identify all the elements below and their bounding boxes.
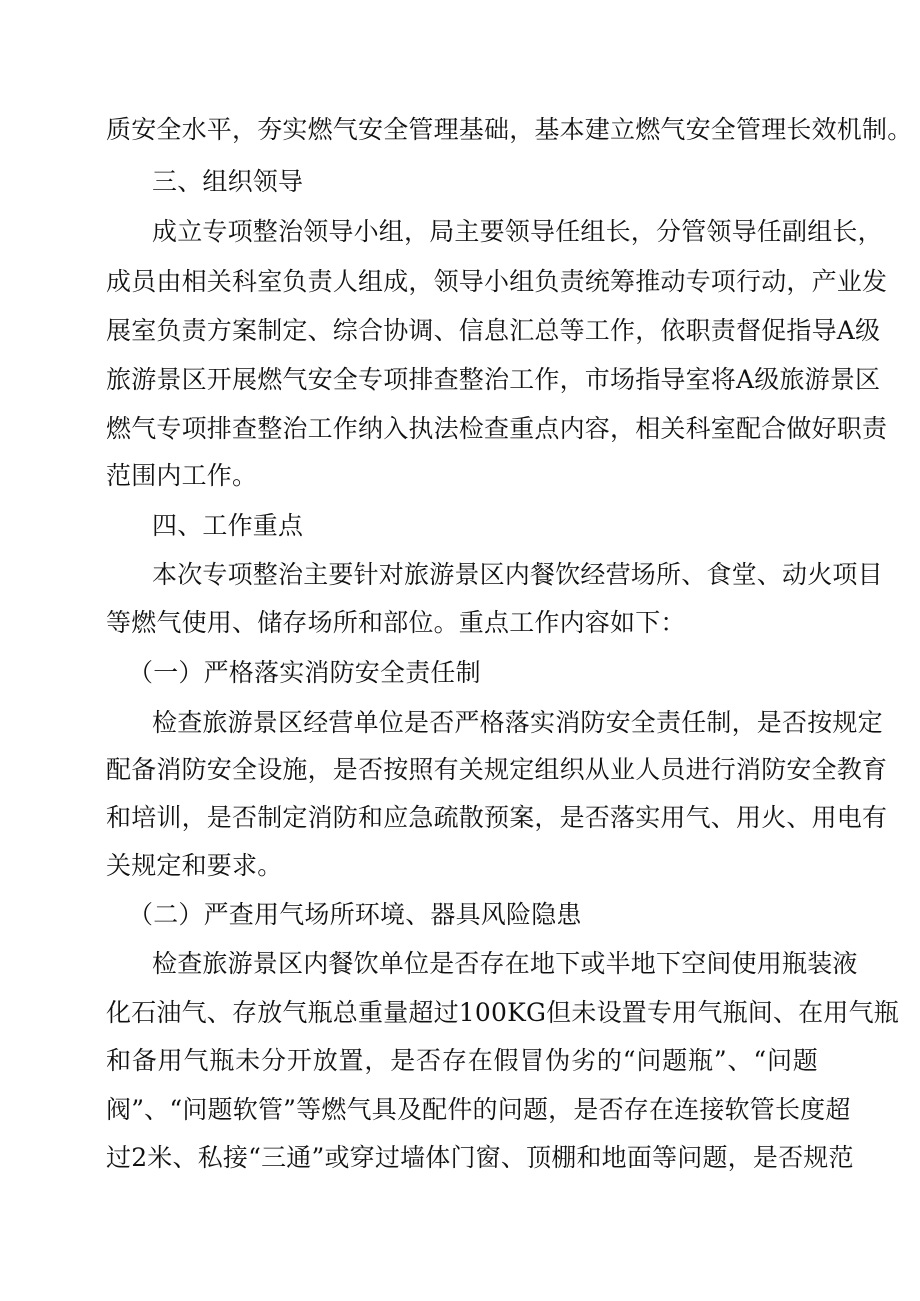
section-heading: 三、组织领导: [152, 167, 304, 196]
paragraph-line: 阀”、“问题软管”等燃气具及配件的问题，是否存在连接软管长度超: [106, 1095, 851, 1124]
paragraph-line: 成员由相关科室负责人组成，领导小组负责统筹推动专项行动，产业发: [106, 267, 888, 296]
paragraph-line: 和培训，是否制定消防和应急疏散预案，是否落实用气、用火、用电有: [106, 803, 888, 832]
paragraph-line: 燃气专项排查整治工作纳入执法检查重点内容，相关科室配合做好职责: [106, 414, 888, 443]
paragraph-line: 质安全水平，夯实燃气安全管理基础，基本建立燃气安全管理长效机制。: [106, 115, 913, 144]
subsection-heading: （二）严查用气场所环境、器具风险隐患: [128, 900, 582, 929]
paragraph-line: 关规定和要求。: [106, 851, 283, 880]
paragraph-line: 化石油气、存放气瓶总重量超过100KG但未设置专用气瓶间、在用气瓶: [106, 998, 899, 1027]
paragraph-line: 等燃气使用、储存场所和部位。重点工作内容如下：: [106, 608, 686, 637]
paragraph-line: 旅游景区开展燃气安全专项排查整治工作，市场指导室将A级旅游景区: [106, 365, 881, 394]
paragraph-line: 过2米、私接“三通”或穿过墙体门窗、顶棚和地面等问题，是否规范: [106, 1143, 854, 1172]
paragraph-line: 成立专项整治领导小组，局主要领导任组长，分管领导任副组长，: [152, 217, 883, 246]
section-heading: 四、工作重点: [152, 511, 304, 540]
paragraph-line: 和备用气瓶未分开放置，是否存在假冒伪劣的“问题瓶”、“问题: [106, 1046, 818, 1075]
paragraph-line: 展室负责方案制定、综合协调、信息汇总等工作，依职责督促指导A级: [106, 316, 881, 345]
paragraph-line: 配备消防安全设施，是否按照有关规定组织从业人员进行消防安全教育: [106, 755, 888, 784]
paragraph-line: 检查旅游景区内餐饮单位是否存在地下或半地下空间使用瓶装液: [152, 949, 858, 978]
subsection-heading: （一）严格落实消防安全责任制: [128, 658, 481, 687]
paragraph-line: 范围内工作。: [106, 461, 258, 490]
paragraph-line: 检查旅游景区经营单位是否严格落实消防安全责任制，是否按规定: [152, 708, 883, 737]
paragraph-line: 本次专项整治主要针对旅游景区内餐饮经营场所、食堂、动火项目: [152, 560, 883, 589]
